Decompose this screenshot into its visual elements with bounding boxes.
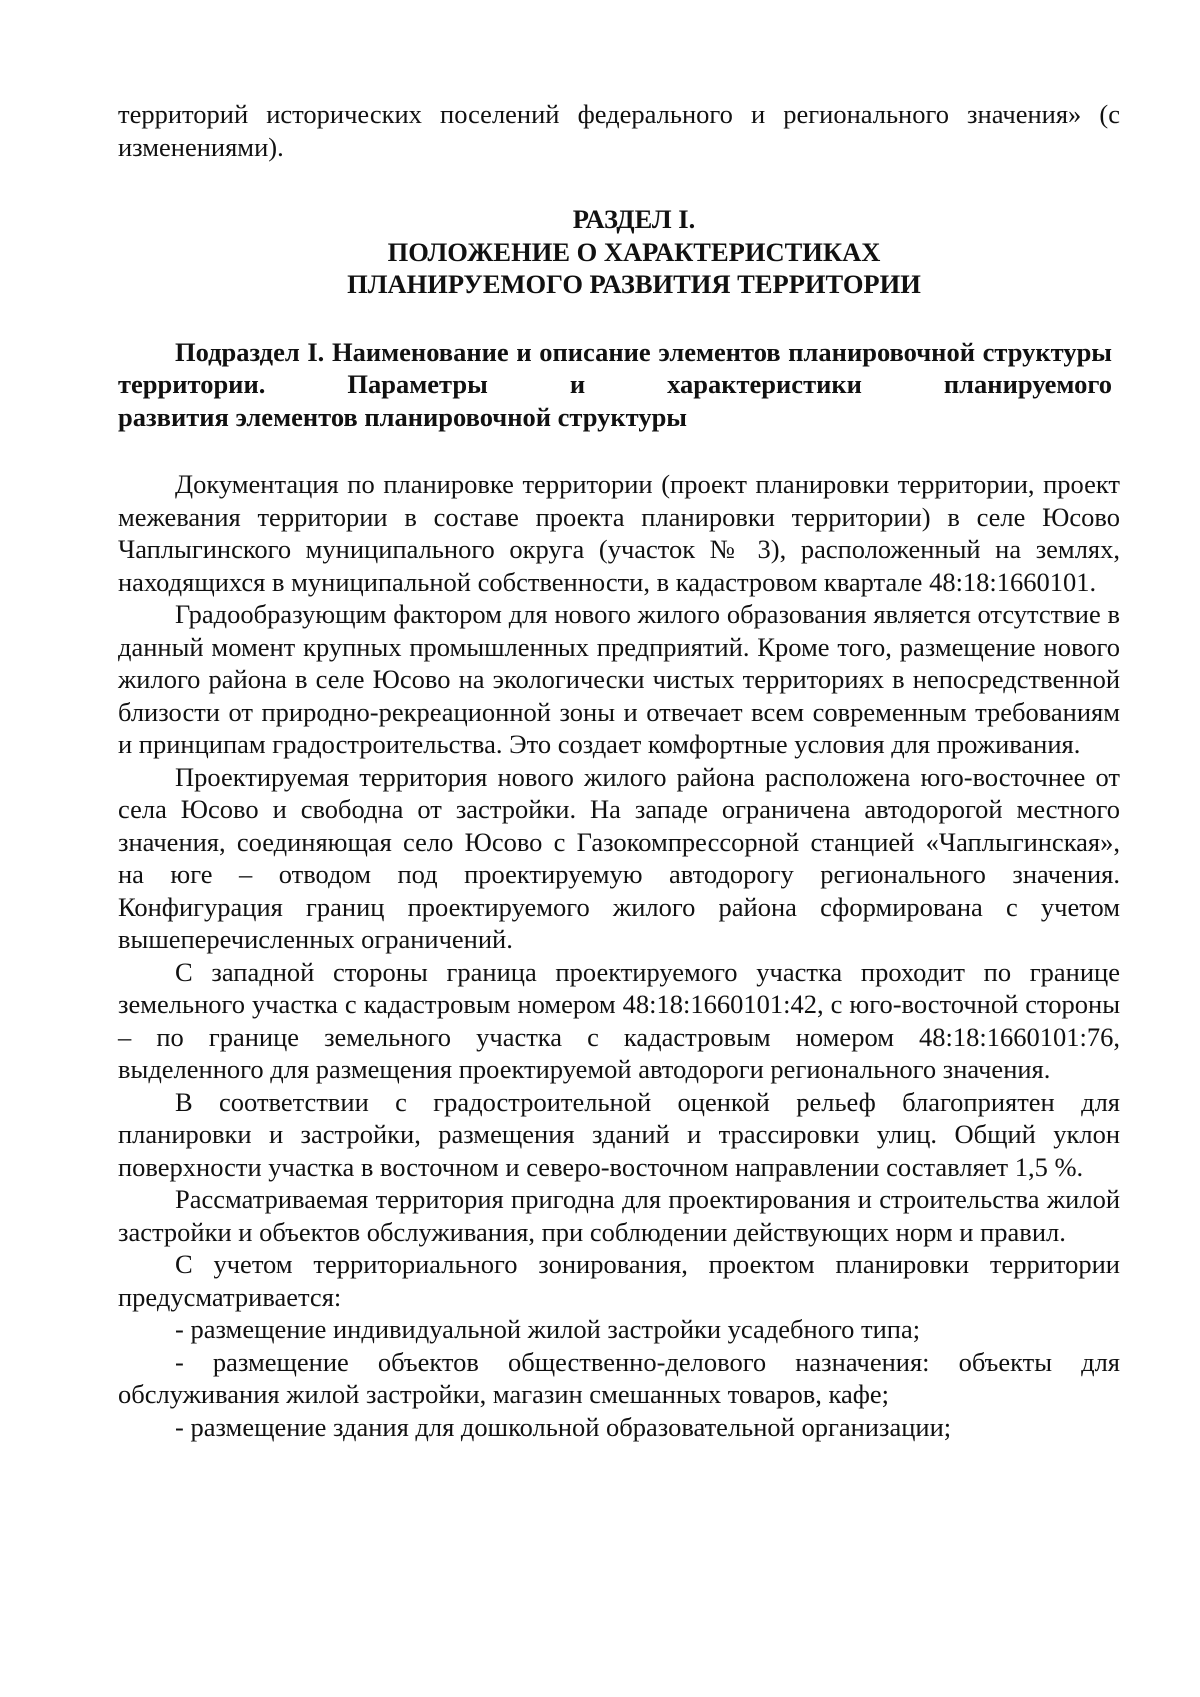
subsection-heading-last: развития элементов планировочной структуры bbox=[118, 401, 687, 432]
list-item: - размещение здания для дошкольной образовательной организации; bbox=[175, 1411, 952, 1442]
paragraph: Проектируемая территория нового жилого района расположена юго-восточнее от села Юсово и свободна от застройки. На западе ограничена автодорогой местного значения, соединяющая село Юсово с Газокомпрессорной станцией «Чаплыгинская», на юге – отводом под проектируемую автодорогу регионального значения. Конфигурация границ проектируемого жилого района сформирована с учетом вышеперечисленных ограничений. bbox=[118, 761, 1120, 954]
intro-continuation-end bbox=[118, 131, 1120, 164]
paragraph: Градообразующим фактором для нового жилого образования является отсутствие в данный момент крупных промышленных предприятий. Кроме того, размещение нового жилого района в селе Юсово на экологически чистых территориях в непосредственной близости от природно-рекреационной зоны и отвечает всем современным требованиям и принципам градостроительства. Это создает комфортные условия для проживания. bbox=[118, 599, 1120, 759]
section-title: РАЗДЕЛ I. bbox=[572, 204, 696, 234]
list-item: - размещение объектов общественно-делового назначения: объекты для обслуживания жилой застройки, магазин смешанных товаров, кафе; bbox=[118, 1346, 1120, 1409]
section-subtitle-line-2: ПЛАНИРУЕМОГО РАЗВИТИЯ ТЕРРИТОРИИ bbox=[347, 269, 921, 299]
paragraph: С западной стороны граница проектируемого участка проходит по границе земельного участка с кадастровым номером 48:18:1660101:42, с юго-восточной стороны – по границе земельного участка с кадастровым номером 48:18:1660101:76, выделенного для размещения проектируемой автодороги регионального значения. bbox=[118, 956, 1120, 1084]
section-heading bbox=[148, 203, 1120, 301]
intro-continuation bbox=[118, 98, 1120, 131]
intro-line-2: изменениями). bbox=[118, 131, 284, 162]
subsection-heading-main: Подраздел I. Наименование и описание элементов планировочной структуры территории. Параметры и характеристики планируемого bbox=[118, 336, 1112, 399]
paragraph: Рассматриваемая территория пригодна для проектирования и строительства жилой застройки и объектов обслуживания, при соблюдении действующих норм и правил. bbox=[118, 1184, 1120, 1247]
paragraph: С учетом территориального зонирования, проектом планировки территории предусматривается: bbox=[118, 1249, 1120, 1312]
section-subtitle-line-1: ПОЛОЖЕНИЕ О ХАРАКТЕРИСТИКАХ bbox=[387, 236, 881, 267]
body-text bbox=[118, 468, 1120, 1443]
paragraph: В соответствии с градостроительной оценкой рельеф благоприятен для планировки и застройки, размещения зданий и трассировки улиц. Общий уклон поверхности участка в восточном и северо-восточном направлении составляет 1,5 %. bbox=[118, 1086, 1120, 1182]
subsection-heading bbox=[118, 336, 1120, 434]
paragraph: Документация по планировке территории (проект планировки территории, проект межевания территории в составе проекта планировки территории) в селе Юсово Чаплыгинского муниципального округа (участок № 3), расположенный на землях, находящихся в муниципальной собственности, в кадастровом квартале 48:18:1660101. bbox=[118, 469, 1120, 597]
intro-line-1: территорий исторических поселений федерального и регионального значения» (с bbox=[118, 99, 1120, 129]
list-item: - размещение индивидуальной жилой застройки усадебного типа; bbox=[175, 1314, 921, 1344]
